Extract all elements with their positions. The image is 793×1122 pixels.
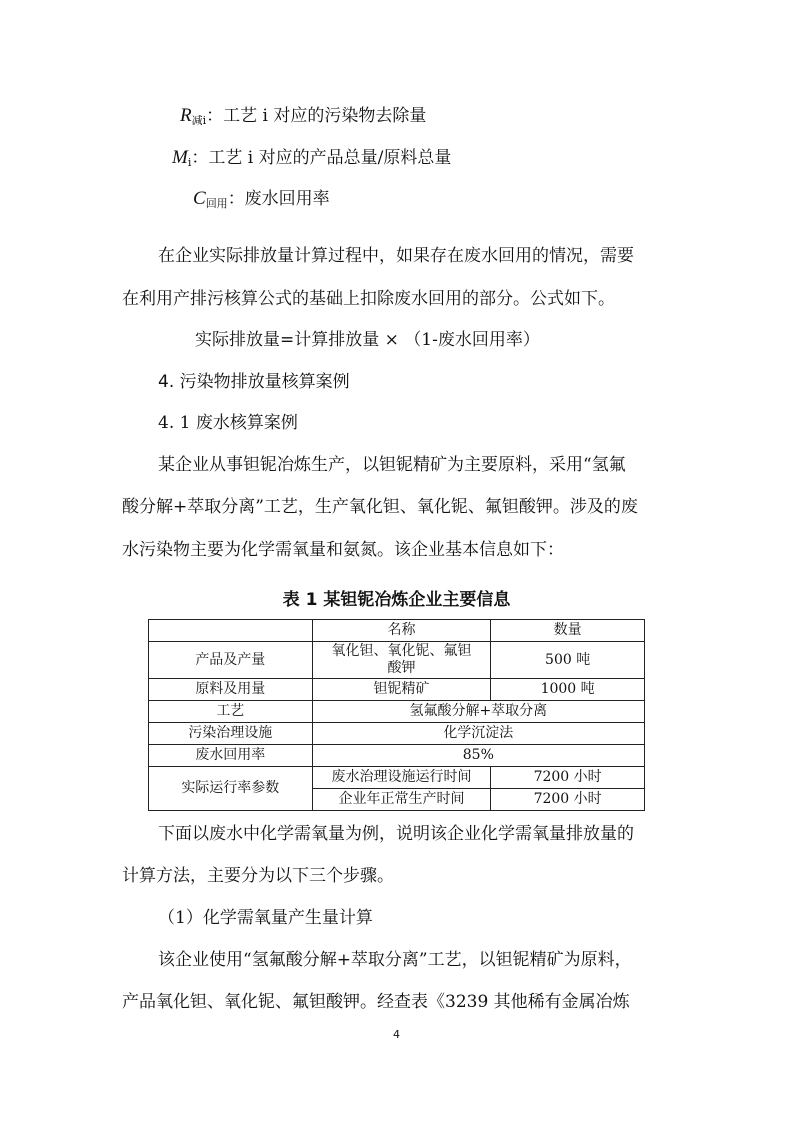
table-row — [149, 767, 645, 789]
paragraph-line: 计算方法，主要分为以下三个步骤。 — [122, 866, 394, 886]
cell-line: 氧化钽、氧化铌、氟钽 — [331, 643, 472, 659]
table-cell: 7200 小时 — [491, 767, 645, 789]
subscript: i — [187, 156, 192, 169]
definition-c — [193, 187, 330, 216]
paragraph-line: 产品氧化钽、氧化铌、氟钽酸钾。经查表《3239 其他稀有金属冶炼 — [122, 992, 630, 1012]
table-cell: 原料及用量 — [149, 679, 313, 701]
table-cell: 污染治理设施 — [149, 723, 313, 745]
table-cell: 废水回用率 — [149, 745, 313, 767]
table-cell: 工艺 — [149, 701, 313, 723]
table-cell: 85% — [312, 745, 644, 767]
section-heading: 4. 污染物排放量核算案例 — [158, 372, 350, 392]
subscript: 回用 — [205, 197, 228, 210]
formula: 实际排放量=计算排放量 × （1-废水回用率） — [195, 330, 540, 350]
page-number: 4 — [393, 1028, 400, 1041]
table-header: 名称 — [312, 620, 491, 642]
table-cell — [149, 620, 313, 642]
paragraph-line: 下面以废水中化学需氧量为例，说明该企业化学需氧量排放量的 — [158, 824, 634, 844]
table-row — [149, 620, 645, 642]
definition-text: ：工艺 i 对应的污染物去除量 — [206, 106, 427, 126]
cell-line: 酸钾 — [387, 660, 416, 676]
table-row — [149, 723, 645, 745]
table-cell: 氢氟酸分解+萃取分离 — [312, 701, 644, 723]
paragraph-line: 酸分解+萃取分离”工艺，生产氧化钽、氧化铌、氟钽酸钾。涉及的废 — [122, 497, 638, 517]
table-cell: 产品及产量 — [149, 642, 313, 679]
symbol: M — [172, 147, 188, 168]
definition-text: ：废水回用率 — [227, 189, 330, 209]
symbol: R — [180, 105, 192, 126]
table-cell: 实际运行率参数 — [149, 767, 313, 811]
paragraph-line: 该企业使用“氢氟酸分解+萃取分离”工艺，以钽铌精矿为原料， — [158, 950, 632, 970]
table-cell: 1000 吨 — [491, 679, 645, 701]
table-cell: 500 吨 — [491, 642, 645, 679]
info-table — [148, 619, 645, 811]
table-row — [149, 745, 645, 767]
paragraph-line: 在利用产排污核算公式的基础上扣除废水回用的部分。公式如下。 — [122, 289, 615, 309]
table-row — [149, 679, 645, 701]
step-heading: （1）化学需氧量产生量计算 — [158, 908, 373, 928]
definition-r — [180, 104, 426, 133]
table-row — [149, 642, 645, 679]
definition-text: ：工艺 i 对应的产品总量/原料总量 — [191, 148, 452, 168]
table-cell: 企业年正常生产时间 — [312, 789, 491, 811]
table-cell: 化学沉淀法 — [312, 723, 644, 745]
paragraph-line: 在企业实际排放量计算过程中，如果存在废水回用的情况，需要 — [158, 246, 634, 266]
table-row — [149, 701, 645, 723]
paragraph-line: 水污染物主要为化学需氧量和氨氮。该企业基本信息如下： — [122, 540, 564, 560]
table-cell: 7200 小时 — [491, 789, 645, 811]
paragraph-line: 某企业从事钽铌冶炼生产，以钽铌精矿为主要原料，采用“氢氟 — [158, 455, 626, 475]
subsection-heading: 4. 1 废水核算案例 — [158, 413, 298, 433]
table-header: 数量 — [491, 620, 645, 642]
table-cell: 废水治理设施运行时间 — [312, 767, 491, 789]
subscript: 减i — [191, 114, 207, 127]
definition-m — [172, 146, 451, 175]
table-cell — [312, 642, 491, 679]
symbol: C — [193, 188, 206, 209]
table-caption: 表 1 某钽铌冶炼企业主要信息 — [282, 590, 511, 610]
table-cell: 钽铌精矿 — [312, 679, 491, 701]
